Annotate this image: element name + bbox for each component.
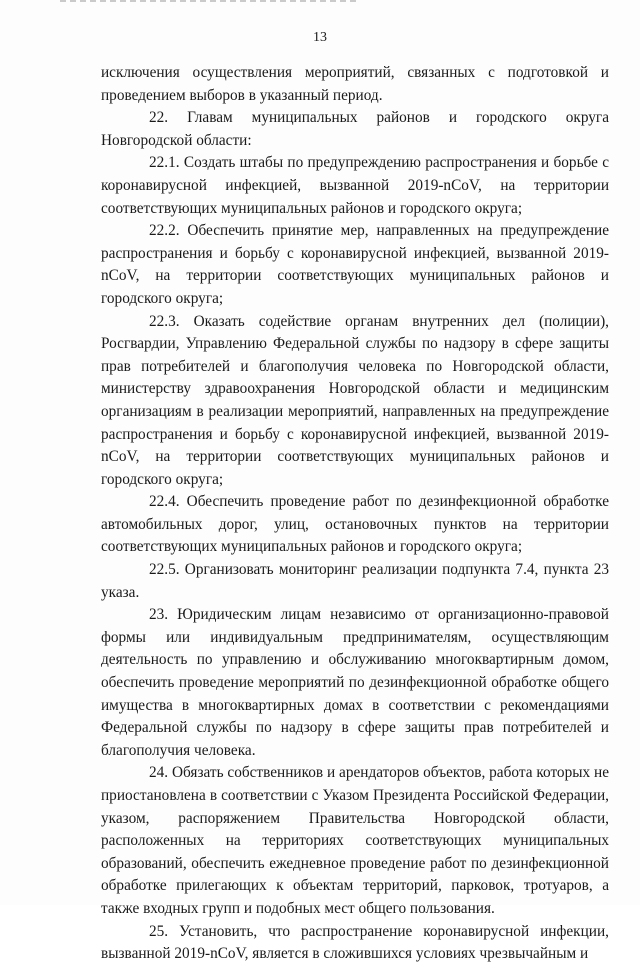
paragraph-22-4: 22.4. Обеспечить проведение работ по дезинфекционной обработке автомобильных дорог, улиц, остановочных пунктов на территории соответствующих муниципальных районов и городского округа; — [101, 493, 609, 556]
paragraph-22-3: 22.3. Оказать содействие органам внутренних дел (полиции), Росгвардии, Управлению Федеральной службы по надзору в сфере защиты прав потребителей и благополучия человека по Новгородской области, министерству здравоохранения Новгородской области и медицинским организациям в реализации мероприятий, направленных на предупреждение распространения и борьбу с коронавирусной инфекцией, вызванной 2019-nCoV, на территории соответствующих муниципальных районов и городского округа; — [101, 312, 609, 488]
paragraph-23: 23. Юридическим лицам независимо от организационно-правовой формы или индивидуальным предпринимателям, осуществляющим деятельность по управлению и обслуживанию многоквартирным домом, обеспечить проведение мероприятий по дезинфекционной обработке общего имущества в многоквартирных домах в соответствии с рекомендациями Федеральной службы по надзору в сфере защиты прав потребителей и благополучия человека. — [101, 606, 609, 759]
page-number: 13 — [313, 30, 327, 45]
paragraph-22-5: 22.5. Организовать мониторинг реализации подпункта 7.4, пункта 23 указа. — [101, 561, 609, 601]
paragraph-22-1: 22.1. Создать штабы по предупреждению распространения и борьбе с коронавирусной инфекцией, вызванной 2019-nCoV, на территории соответствующих муниципальных районов и городского округа; — [101, 154, 609, 217]
paragraph-24: 24. Обязать собственников и арендаторов объектов, работа которых не приостановлена в соответствии с Указом Президента Российской Федерации, указом, распоряжением Правительства Новгородской области, расположенных на территориях соответствующих муниципальных образований, обеспечить ежедневное проведение работ по дезинфекционной обработке прилегающих к объектам территорий, парковок, тротуаров, а также входных групп и подобных мест общего пользования. — [101, 764, 609, 917]
paragraph-continuation: исключения осуществления мероприятий, связанных с подготовкой и проведением выборов в указанный период. — [101, 64, 609, 104]
document-body — [101, 62, 609, 966]
paragraph-25: 25. Установить, что распространение коронавирусной инфекции, вызванной 2019-nCoV, является в сложившихся условиях чрезвычайным и — [101, 922, 609, 963]
paragraph-22-2: 22.2. Обеспечить принятие мер, направленных на предупреждение распространения и борьбу с коронавирусной инфекцией, вызванной 2019-nCoV, на территории соответствующих муниципальных районов и городского округа; — [101, 222, 609, 307]
scan-edge-artifact — [60, 0, 360, 2]
paragraph-22: 22. Главам муниципальных районов и городского округа Новгородской области: — [101, 109, 609, 149]
